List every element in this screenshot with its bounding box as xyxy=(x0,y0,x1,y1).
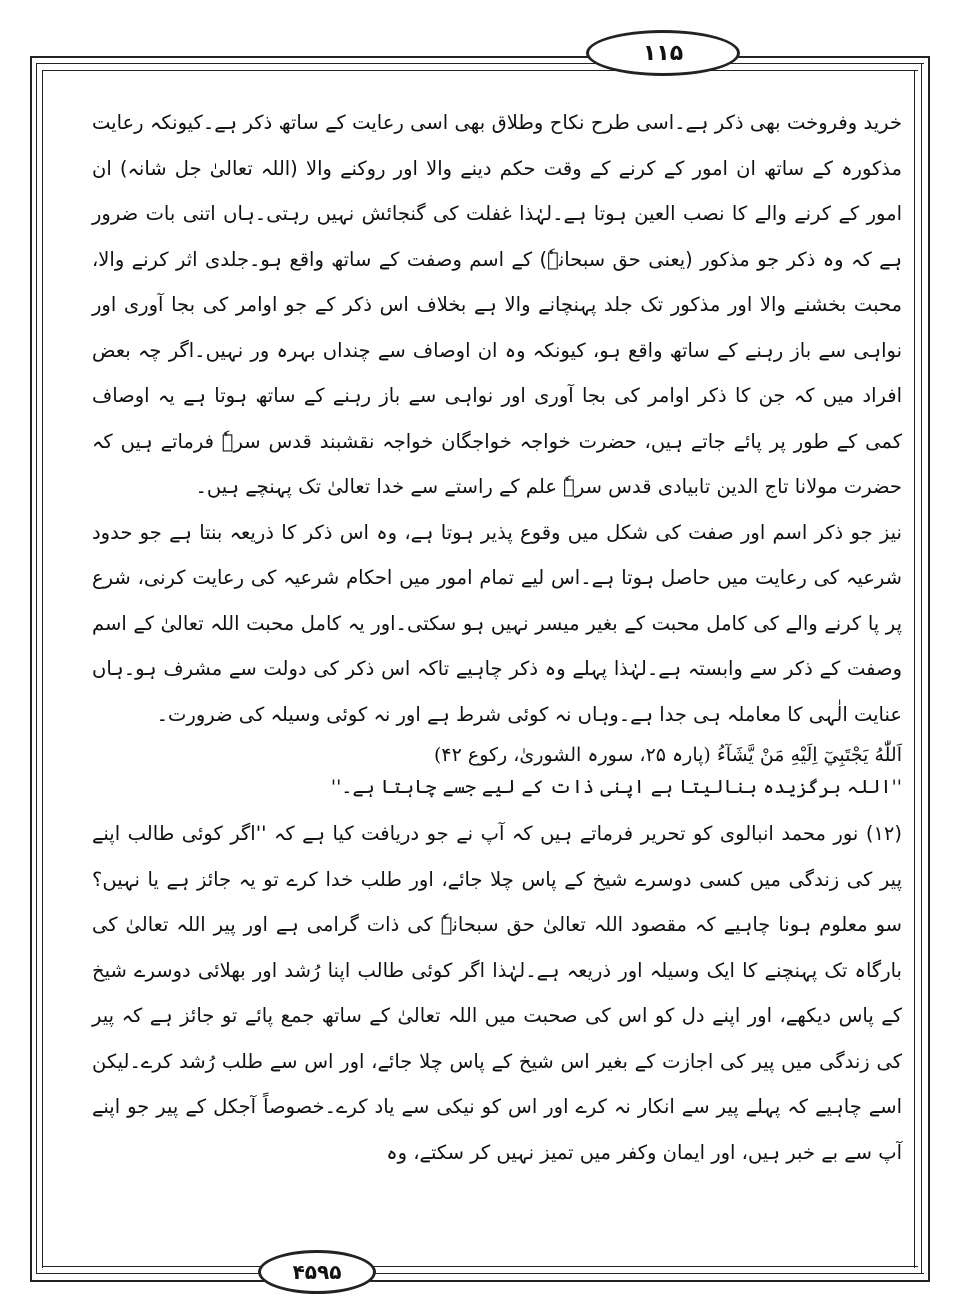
frame-line-bottom xyxy=(42,1266,918,1267)
frame-line-left xyxy=(42,70,43,1268)
quote-translation: ''اللہ برگزیدہ بنالیتا ہے اپنی ذات کے لیے جسے چاہتا ہے۔'' xyxy=(330,776,902,798)
quran-quote xyxy=(92,739,902,803)
frame-line-left xyxy=(30,56,32,1281)
frame-line-bottom xyxy=(30,1280,930,1282)
document-body xyxy=(92,100,902,1175)
frame-line-bottom xyxy=(36,1273,924,1274)
page-number-top: ۱۱۵ xyxy=(586,30,740,76)
frame-line-top xyxy=(42,70,918,71)
frame-line-top xyxy=(30,56,930,58)
frame-line-right xyxy=(921,63,922,1274)
paragraph-2: نیز جو ذکر اسم اور صفت کی شکل میں وقوع پذیر ہوتا ہے، وہ اس ذکر کا ذریعہ بنتا ہے جو حدود شرعیہ کی رعایت میں حاصل ہوتا ہے۔اس لیے تمام امور میں احکام شرعیہ کی رعایت کرنی، شرع پر پا کرنے والے کی کامل محبت کے بغیر میسر نہیں ہو سکتی۔اور یہ کامل محبت اللہ تعالیٰ کے اسم وصفت کے ذکر سے وابستہ ہے۔لہٰذا پہلے وہ ذکر چاہیے تاکہ اس ذکر کی دولت سے مشرف ہو۔ہاں عنایت الٰہی کا معاملہ ہی جدا ہے۔وہاں نہ کوئی شرط ہے اور نہ کوئی وسیلہ کی ضرورت۔ xyxy=(92,520,902,726)
frame-line-top xyxy=(36,63,924,64)
paragraph-1: خرید وفروخت بھی ذکر ہے۔اسی طرح نکاح وطلاق بھی اسی رعایت کے ساتھ ذکر ہے۔کیونکہ رعایت مذکورہ کے ساتھ ان امور کے کرنے کے وقت حکم دینے والا اور روکنے والا (اللہ تعالیٰ جل شانہ) ان امور کے کرنے والے کا نصب العین ہوتا ہے۔لہٰذا غفلت کی گنجائش نہیں رہتی۔ہاں اتنی بات ضرور ہے کہ وہ ذکر جو مذکور (یعنی حق سبحانہٗ) کے اسم وصفت کے ساتھ واقع ہو۔جلدی اثر کرنے والا، محبت بخشنے والا اور مذکور تک جلد پہنچانے والا ہے بخلاف اس ذکر کے جو اوامر کی بجا آوری اور نواہی سے باز رہنے کے ساتھ واقع ہو، کیونکہ وہ ان اوصاف سے چنداں بہرہ ور نہیں۔اگر چہ بعض افراد میں کہ جن کا ذکر اوامر کی بجا آوری اور نواہی سے باز رہنے کے ساتھ ہوتا ہے یہ اوصاف کمی کے طور پر پائے جاتے ہیں، حضرت خواجہ خواجگان خواجہ نقشبند قدس سرہٗ فرماتے ہیں کہ حضرت مولانا تاج الدین تابیادی قدس سرہٗ علم کے راستے سے خدا تعالیٰ تک پہنچے ہیں۔ xyxy=(92,111,902,498)
page-number-bottom: ۴۵۹۵ xyxy=(258,1250,376,1294)
frame-line-right xyxy=(914,70,915,1268)
quote-arabic: اَللّٰهُ يَجْتَبِيٓ اِلَيْهِ مَنْ يَّشَآءُ (پارہ ۲۵، سورہ الشوریٰ، رکوع ۴۲) xyxy=(433,744,902,766)
paragraph-3: (۱۲) نور محمد انبالوی کو تحریر فرماتے ہیں کہ آپ نے جو دریافت کیا ہے کہ ''اگر کوئی طالب اپنے پیر کی زندگی میں کسی دوسرے شیخ کے پاس چلا جائے، اور طلب خدا کرے تو یہ جائز ہے یا نہیں؟ سو معلوم ہونا چاہیے کہ مقصود اللہ تعالیٰ حق سبحانہٗ کی ذات گرامی ہے اور پیر اللہ تعالیٰ کی بارگاہ تک پہنچنے کا ایک وسیلہ اور ذریعہ ہے۔لہٰذا اگر کوئی طالب اپنا رُشد اور بھلائی دوسرے شیخ کے پاس دیکھے، اور اپنے دل کو اس کی صحبت میں اللہ تعالیٰ کے ساتھ جمع پائے تو جائز ہے کہ پیر کی زندگی میں پیر کی اجازت کے بغیر اس شیخ کے پاس چلا جائے، اور اس سے طلب رُشد کرے۔لیکن اسے چاہیے کہ پہلے پیر سے انکار نہ کرے اور اس کو نیکی سے یاد کرے۔خصوصاً آجکل کے پیر جو اپنے آپ سے بے خبر ہیں، اور ایمان وکفر میں تمیز نہیں کر سکتے، وہ xyxy=(92,822,902,1164)
frame-line-left xyxy=(36,63,37,1274)
frame-line-right xyxy=(928,56,930,1281)
